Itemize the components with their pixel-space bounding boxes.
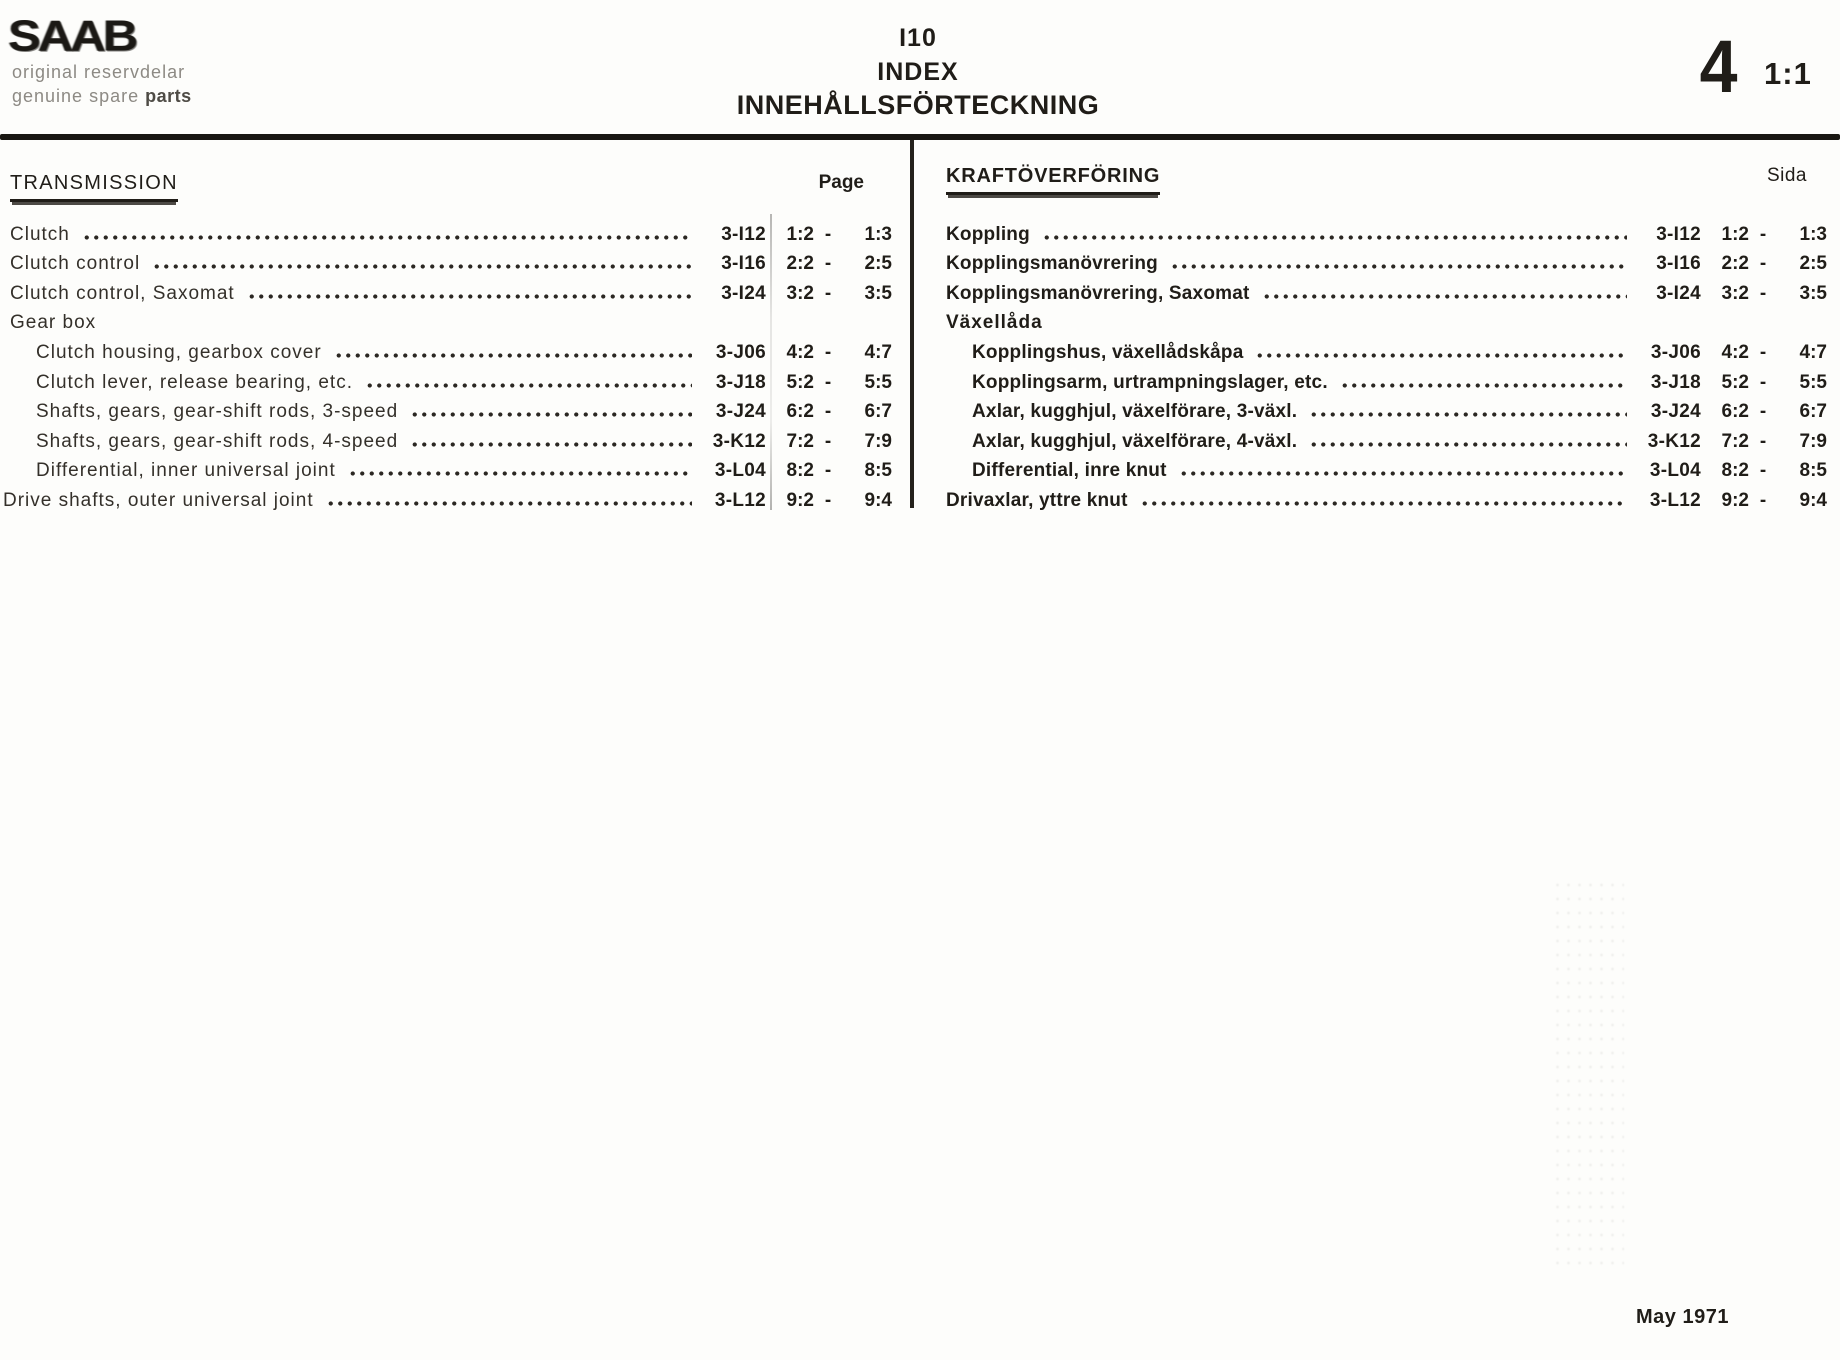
dot-leader — [1042, 235, 1627, 240]
page-to: 2:5 — [1799, 253, 1827, 275]
index-row — [946, 482, 1827, 512]
entry-label: Drive shafts, outer universal joint — [3, 489, 314, 511]
page-from: 1:2 — [786, 223, 814, 245]
page-from: 2:2 — [1721, 253, 1749, 275]
figure-code: 3-I24 — [721, 282, 766, 304]
page-to: 5:5 — [1799, 371, 1827, 393]
page-subtitle: INNEHÅLLSFÖRTECKNING — [736, 90, 1100, 120]
index-row — [10, 364, 892, 394]
entry-label: Clutch control — [10, 253, 141, 275]
page-range-separator: - — [824, 253, 832, 275]
index-row — [946, 423, 1827, 453]
index-row — [10, 423, 892, 453]
page-to: 9:4 — [1799, 489, 1827, 511]
page-to: 2:5 — [864, 253, 892, 275]
page-range-separator: - — [824, 430, 832, 452]
page-from: 7:2 — [1721, 430, 1749, 452]
dot-leader — [152, 264, 692, 269]
figure-code: 3-I16 — [721, 253, 766, 275]
document-code: I10 — [899, 24, 937, 52]
page-from: 2:2 — [786, 253, 814, 275]
figure-code: 3-J24 — [1650, 401, 1701, 423]
page-to: 7:9 — [864, 430, 892, 452]
page-to: 1:3 — [1799, 223, 1827, 245]
page-from: 3:2 — [786, 282, 814, 304]
page-from: 4:2 — [786, 341, 814, 363]
entry-label: Kopplingsarm, urtrampningslager, etc. — [972, 371, 1328, 393]
page-range-separator: - — [824, 460, 832, 482]
entry-label: Differential, inner universal joint — [36, 460, 336, 482]
page-from: 7:2 — [786, 430, 814, 452]
figure-code: 3-J06 — [715, 341, 766, 363]
left-page-column-label: Page — [818, 172, 864, 193]
figure-code: 3-L04 — [1649, 460, 1701, 482]
entry-label: Clutch — [10, 223, 70, 245]
page-to: 5:5 — [864, 371, 892, 393]
entry-label: Axlar, kugghjul, växelförare, 4-växl. — [972, 430, 1298, 452]
dot-leader — [334, 353, 692, 358]
index-row — [946, 305, 1827, 335]
entry-label: Differential, inre knut — [972, 460, 1167, 482]
page-to: 4:7 — [864, 341, 892, 363]
section-tab-ratio: 1:1 — [1764, 56, 1812, 91]
index-row — [946, 275, 1827, 305]
figure-code: 3-K12 — [712, 430, 766, 452]
tagline-dark-part: parts — [145, 86, 192, 106]
page-range-separator: - — [824, 282, 832, 304]
page-from: 8:2 — [1721, 460, 1749, 482]
page-range-separator: - — [824, 371, 832, 393]
page-from: 9:2 — [786, 489, 814, 511]
page-range-separator: - — [824, 341, 832, 363]
entry-label: Shafts, gears, gear-shift rods, 3-speed — [36, 401, 399, 423]
page-to: 6:7 — [864, 401, 892, 423]
index-row — [946, 246, 1827, 276]
entry-label: Gear box — [10, 312, 97, 334]
page-to: 3:5 — [864, 282, 892, 304]
figure-code: 3-J24 — [715, 401, 766, 423]
scan-crease-line — [770, 214, 772, 510]
right-page-column-label: Sida — [1766, 165, 1807, 186]
entry-label: Kopplingsmanövrering, Saxomat — [946, 282, 1250, 304]
dot-leader — [1255, 353, 1627, 358]
figure-code: 3-L04 — [714, 460, 766, 482]
index-row — [10, 394, 892, 424]
dot-leader — [1309, 442, 1627, 447]
index-row — [946, 334, 1827, 364]
right-column-heading: KRAFTÖVERFÖRING — [946, 165, 1160, 195]
dot-leader — [348, 471, 692, 476]
print-date: May 1971 — [1636, 1306, 1729, 1328]
page-range-separator: - — [824, 401, 832, 423]
dot-leader — [410, 442, 692, 447]
brand-tagline-english — [12, 86, 192, 107]
dot-leader — [1170, 264, 1627, 269]
figure-code: 3-I24 — [1656, 282, 1701, 304]
index-row — [946, 216, 1827, 246]
page-range-separator: - — [1759, 253, 1767, 275]
header-rule — [0, 134, 1840, 140]
entry-label: Clutch control, Saxomat — [10, 282, 235, 304]
page-to: 8:5 — [1799, 460, 1827, 482]
figure-code: 3-I12 — [1656, 223, 1701, 245]
page-from: 3:2 — [1721, 282, 1749, 304]
left-column-header — [10, 172, 892, 202]
dot-leader — [410, 412, 692, 417]
page-from: 5:2 — [1721, 371, 1749, 393]
page-from: 9:2 — [1721, 489, 1749, 511]
page-range-separator: - — [1759, 282, 1767, 304]
figure-code: 3-L12 — [714, 489, 766, 511]
page-range-separator: - — [1759, 401, 1767, 423]
page-to: 9:4 — [864, 489, 892, 511]
page-to: 6:7 — [1799, 401, 1827, 423]
dot-leader — [1140, 501, 1627, 506]
page-range-separator: - — [1759, 489, 1767, 511]
tagline-light-part: genuine spare — [12, 86, 146, 106]
entry-label: Shafts, gears, gear-shift rods, 4-speed — [36, 430, 399, 452]
page-from: 5:2 — [786, 371, 814, 393]
page-range-separator: - — [824, 223, 832, 245]
page-to: 3:5 — [1799, 282, 1827, 304]
index-row — [10, 334, 892, 364]
scan-smudge — [1552, 878, 1624, 1270]
entry-label: Axlar, kugghjul, växelförare, 3-växl. — [972, 401, 1298, 423]
page-from: 8:2 — [786, 460, 814, 482]
dot-leader — [247, 294, 692, 299]
figure-code: 3-J06 — [1650, 341, 1701, 363]
right-column-header — [946, 165, 1827, 195]
page-range-separator: - — [1759, 341, 1767, 363]
index-row — [10, 275, 892, 305]
figure-code: 3-I16 — [1656, 253, 1701, 275]
dot-leader — [1340, 383, 1627, 388]
saab-logo: SAAB — [8, 10, 136, 60]
figure-code: 3-L12 — [1649, 489, 1701, 511]
page-to: 1:3 — [864, 223, 892, 245]
left-column-heading: TRANSMISSION — [10, 172, 178, 202]
brand-tagline-swedish: original reservdelar — [12, 62, 186, 82]
right-index-list — [946, 216, 1827, 512]
entry-label: Växellåda — [946, 312, 1043, 334]
section-tab-number: 4 — [1699, 25, 1738, 108]
page-range-separator: - — [1759, 371, 1767, 393]
dot-leader — [82, 235, 692, 240]
index-row — [3, 482, 892, 512]
dot-leader — [365, 383, 692, 388]
figure-code: 3-I12 — [721, 223, 766, 245]
page-to: 4:7 — [1799, 341, 1827, 363]
entry-label: Clutch housing, gearbox cover — [36, 341, 322, 363]
index-row — [10, 246, 892, 276]
dot-leader — [1262, 294, 1627, 299]
entry-label: Clutch lever, release bearing, etc. — [36, 371, 353, 393]
entry-label: Koppling — [946, 223, 1030, 245]
index-row — [10, 305, 892, 335]
page-from: 4:2 — [1721, 341, 1749, 363]
entry-label: Kopplingsmanövrering — [946, 253, 1158, 275]
page-range-separator: - — [824, 489, 832, 511]
left-index-list — [3, 216, 892, 512]
dot-leader — [326, 501, 692, 506]
page-from: 6:2 — [1721, 401, 1749, 423]
column-divider — [910, 140, 914, 508]
index-row — [946, 394, 1827, 424]
page-range-separator: - — [1759, 430, 1767, 452]
figure-code: 3-J18 — [1650, 371, 1701, 393]
figure-code: 3-K12 — [1647, 430, 1701, 452]
dot-leader — [1179, 471, 1627, 476]
page-to: 7:9 — [1799, 430, 1827, 452]
index-row — [10, 453, 892, 483]
index-row — [10, 216, 892, 246]
page-from: 1:2 — [1721, 223, 1749, 245]
entry-label: Drivaxlar, yttre knut — [946, 489, 1128, 511]
page-title: INDEX — [877, 58, 959, 86]
dot-leader — [1309, 412, 1627, 417]
entry-label: Kopplingshus, växellådskåpa — [972, 341, 1244, 363]
page-to: 8:5 — [864, 460, 892, 482]
page-range-separator: - — [1759, 223, 1767, 245]
index-row — [946, 364, 1827, 394]
figure-code: 3-J18 — [715, 371, 766, 393]
page-range-separator: - — [1759, 460, 1767, 482]
index-row — [946, 453, 1827, 483]
page-from: 6:2 — [786, 401, 814, 423]
